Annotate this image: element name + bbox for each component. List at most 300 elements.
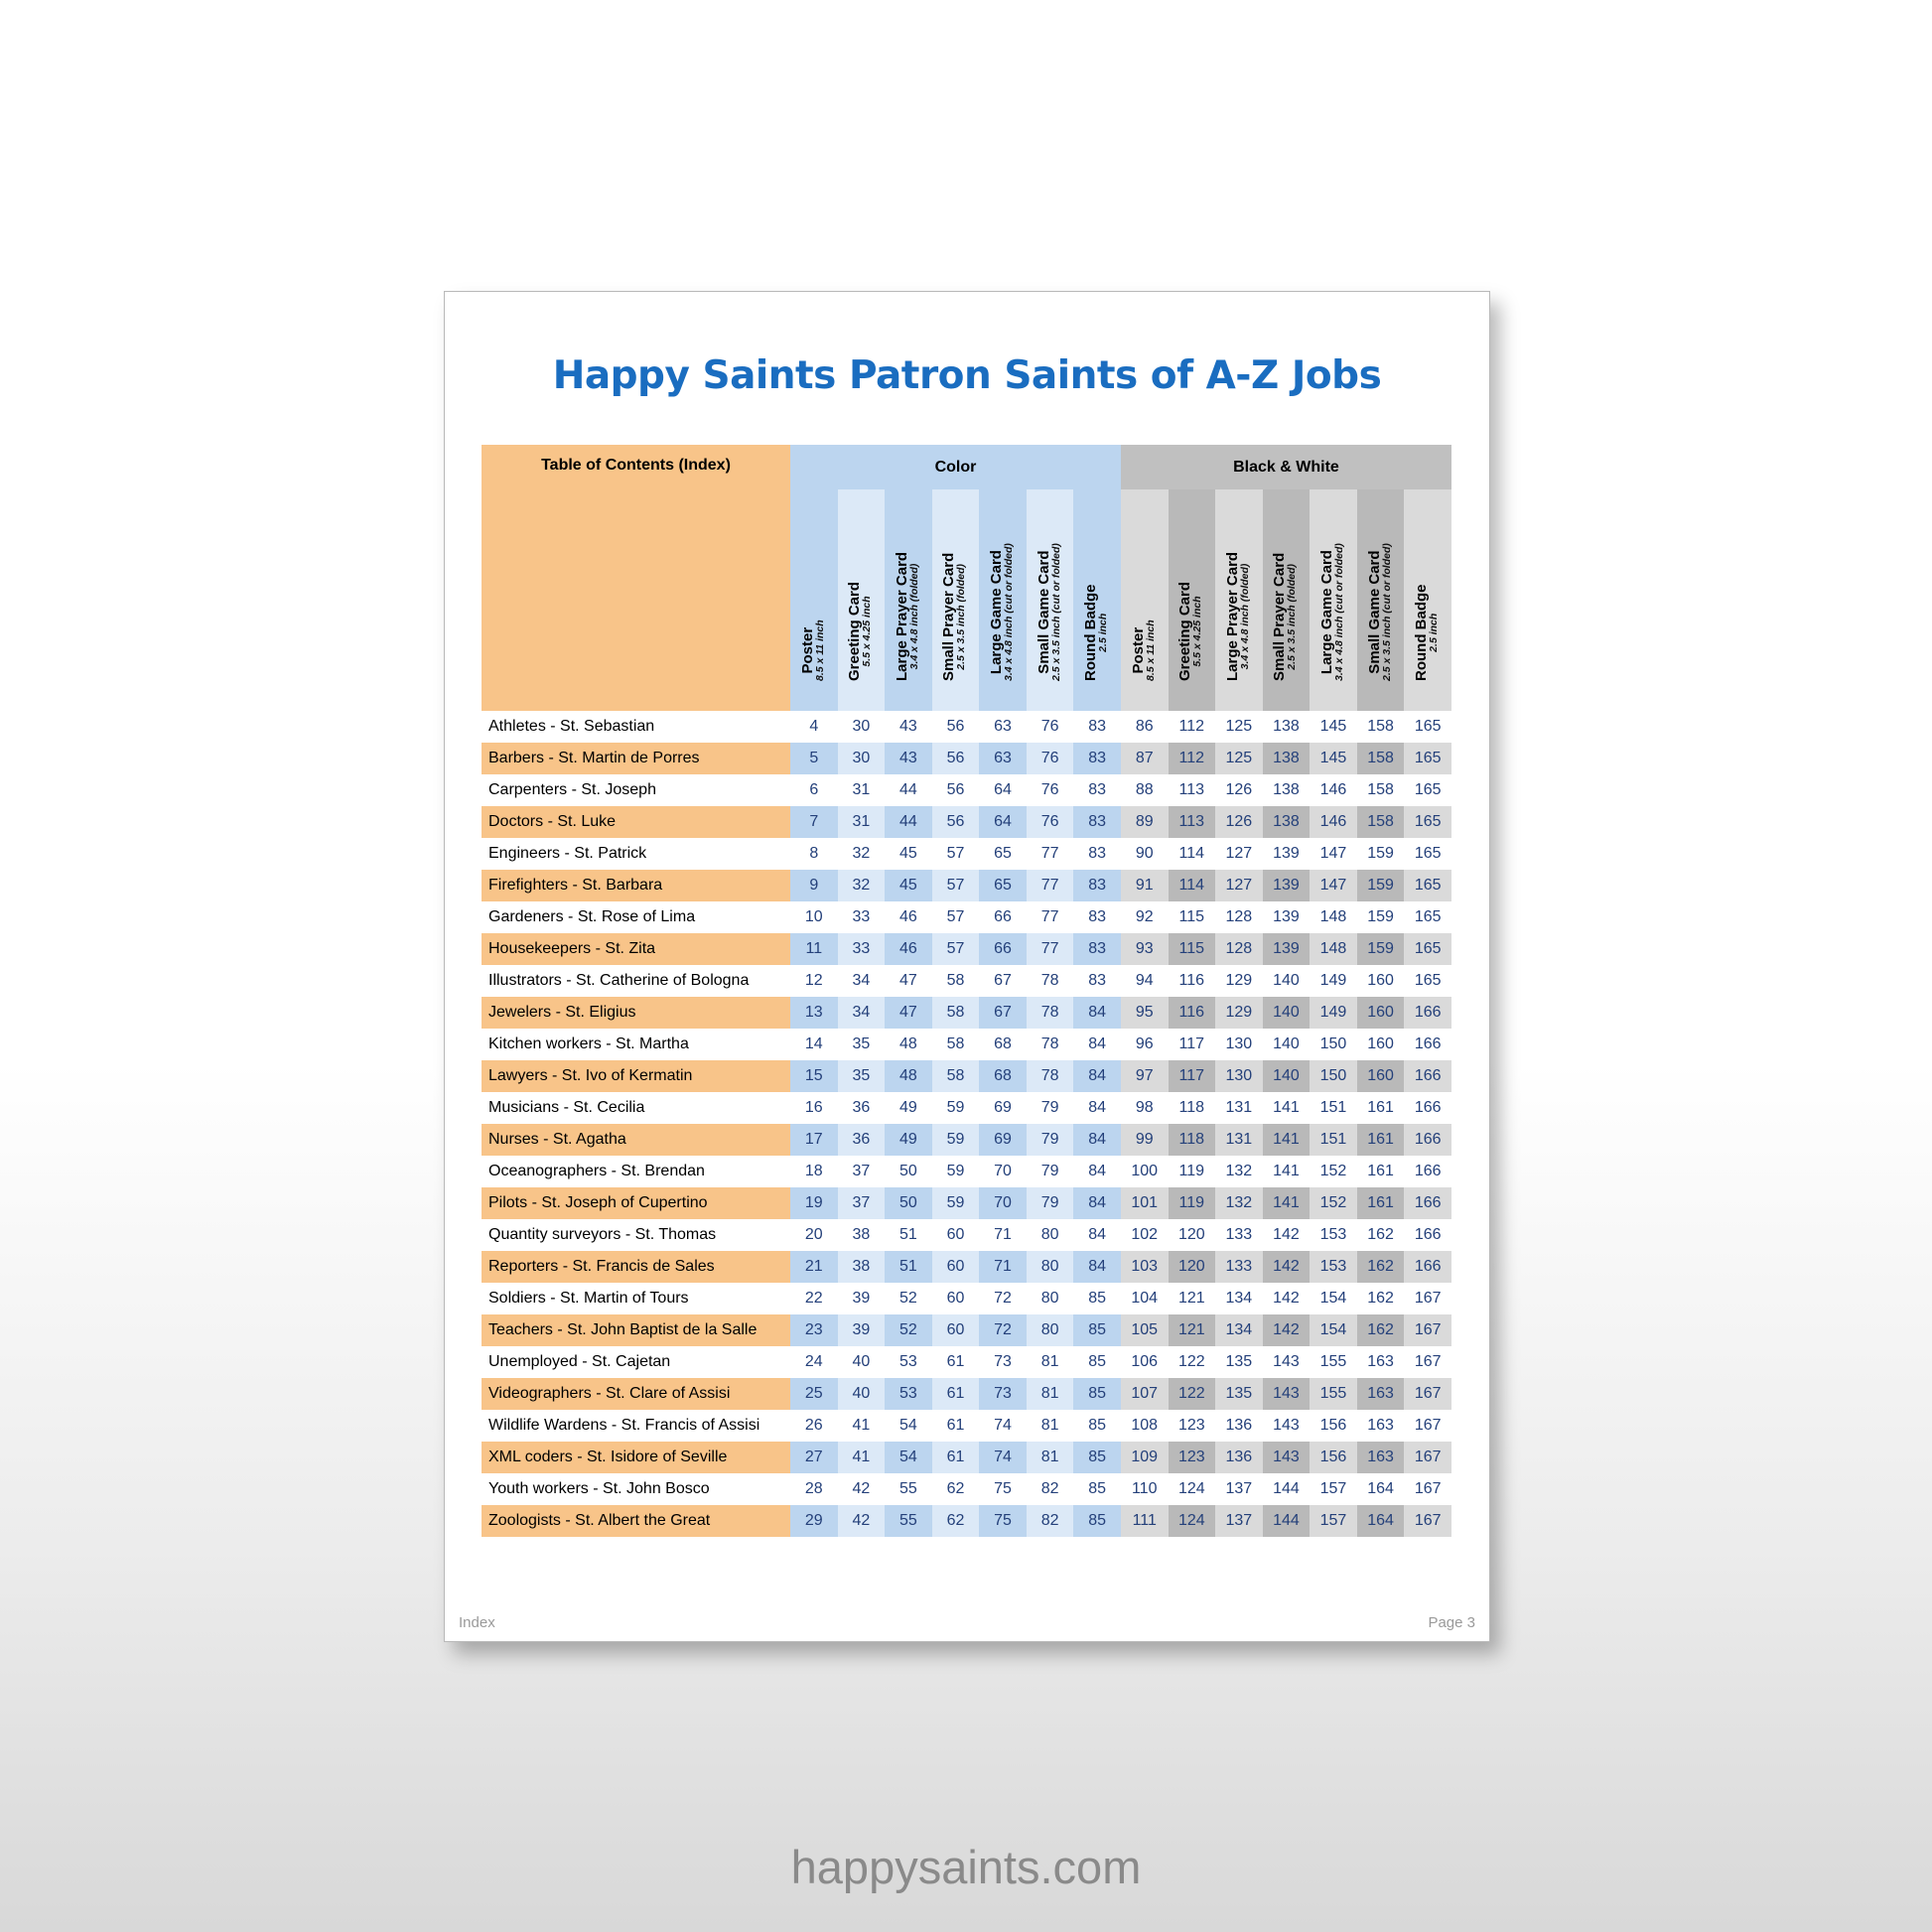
page-number-cell: 5: [790, 743, 838, 774]
page-number-cell: 115: [1169, 933, 1216, 965]
page-number-cell: 141: [1263, 1156, 1311, 1187]
page-number-cell: 41: [838, 1410, 886, 1442]
page-number-cell: 147: [1310, 838, 1357, 870]
page-number-cell: 43: [885, 711, 932, 743]
page-number-cell: 164: [1357, 1473, 1405, 1505]
page-number-cell: 4: [790, 711, 838, 743]
page-number-cell: 70: [979, 1156, 1027, 1187]
page-number-cell: 133: [1215, 1251, 1263, 1283]
page-number-cell: 165: [1404, 711, 1451, 743]
page-number-cell: 158: [1357, 711, 1405, 743]
page-number-cell: 78: [1027, 1060, 1074, 1092]
page-number-cell: 148: [1310, 933, 1357, 965]
page-number-cell: 75: [979, 1473, 1027, 1505]
page-number-cell: 139: [1263, 838, 1311, 870]
column-name: Greeting Card: [1176, 581, 1194, 681]
page-number-cell: 123: [1169, 1410, 1216, 1442]
job-saint-label: Engineers - St. Patrick: [482, 838, 790, 870]
column-name: Small Game Card: [1035, 550, 1052, 674]
page-number-cell: 145: [1310, 743, 1357, 774]
page-number-cell: 132: [1215, 1156, 1263, 1187]
page-number-cell: 116: [1169, 965, 1216, 997]
page-number-cell: 48: [885, 1029, 932, 1060]
column-header: [1169, 489, 1216, 711]
page-number-cell: 38: [838, 1219, 886, 1251]
page-number-cell: 46: [885, 901, 932, 933]
page-number-cell: 68: [979, 1060, 1027, 1092]
page-number-cell: 104: [1121, 1283, 1169, 1314]
page-number-cell: 59: [932, 1124, 980, 1156]
table-row: [482, 1314, 1451, 1346]
page-number-cell: 140: [1263, 1060, 1311, 1092]
column-size: 5.5 x 4.25 inch: [861, 596, 874, 667]
page-number-cell: 106: [1121, 1346, 1169, 1378]
column-header: [932, 489, 980, 711]
page-number-cell: 60: [932, 1314, 980, 1346]
page-number-cell: 124: [1169, 1505, 1216, 1537]
page-number-cell: 121: [1169, 1314, 1216, 1346]
page-number-cell: 167: [1404, 1473, 1451, 1505]
page-number-cell: 38: [838, 1251, 886, 1283]
page-number-cell: 70: [979, 1187, 1027, 1219]
page-number-cell: 81: [1027, 1346, 1074, 1378]
page-number-cell: 138: [1263, 774, 1311, 806]
column-size: 2.5 inch: [1428, 613, 1441, 652]
page-number-cell: 131: [1215, 1124, 1263, 1156]
column-header: [1215, 489, 1263, 711]
page-number-cell: 120: [1169, 1219, 1216, 1251]
page-number-cell: 85: [1073, 1410, 1121, 1442]
table-row: [482, 1442, 1451, 1473]
page-number-cell: 128: [1215, 901, 1263, 933]
table-row: [482, 1283, 1451, 1314]
page-number-cell: 40: [838, 1378, 886, 1410]
page-number-cell: 167: [1404, 1442, 1451, 1473]
table-row: [482, 1124, 1451, 1156]
page-number-cell: 154: [1310, 1314, 1357, 1346]
page-number-cell: 18: [790, 1156, 838, 1187]
page-number-cell: 82: [1027, 1505, 1074, 1537]
page-number-cell: 143: [1263, 1346, 1311, 1378]
page-number-cell: 11: [790, 933, 838, 965]
page-number-cell: 79: [1027, 1124, 1074, 1156]
page-number-cell: 50: [885, 1187, 932, 1219]
page-number-cell: 141: [1263, 1187, 1311, 1219]
page-title: Happy Saints Patron Saints of A-Z Jobs: [552, 353, 1382, 398]
page-number-cell: 63: [979, 711, 1027, 743]
page-number-cell: 147: [1310, 870, 1357, 901]
page-number-cell: 60: [932, 1219, 980, 1251]
page-number-cell: 93: [1121, 933, 1169, 965]
page-number-cell: 166: [1404, 1092, 1451, 1124]
page-number-cell: 159: [1357, 901, 1405, 933]
page-number-cell: 34: [838, 997, 886, 1029]
page-number-cell: 60: [932, 1251, 980, 1283]
page-number-cell: 83: [1073, 901, 1121, 933]
page-number-cell: 151: [1310, 1124, 1357, 1156]
page-number-cell: 119: [1169, 1156, 1216, 1187]
page-number-cell: 166: [1404, 1156, 1451, 1187]
page-number-cell: 157: [1310, 1505, 1357, 1537]
page-number-cell: 39: [838, 1283, 886, 1314]
page-number-cell: 120: [1169, 1251, 1216, 1283]
page-number-cell: 166: [1404, 1124, 1451, 1156]
page-number-cell: 141: [1263, 1092, 1311, 1124]
page-number-cell: 145: [1310, 711, 1357, 743]
table-row: [482, 1187, 1451, 1219]
page-number-cell: 83: [1073, 743, 1121, 774]
page-number-cell: 36: [838, 1092, 886, 1124]
column-name: Large Prayer Card: [893, 551, 910, 681]
page-number-cell: 84: [1073, 1124, 1121, 1156]
page-number-cell: 139: [1263, 933, 1311, 965]
page-number-cell: 74: [979, 1442, 1027, 1473]
page-number-cell: 55: [885, 1505, 932, 1537]
page-number-cell: 71: [979, 1251, 1027, 1283]
page-number-cell: 76: [1027, 711, 1074, 743]
column-size: 3.4 x 4.8 inch (folded): [1238, 563, 1251, 670]
page-number-cell: 156: [1310, 1410, 1357, 1442]
table-row: [482, 1410, 1451, 1442]
page-number-cell: 119: [1169, 1187, 1216, 1219]
page-number-cell: 85: [1073, 1346, 1121, 1378]
page-number-cell: 112: [1169, 711, 1216, 743]
page-number-cell: 158: [1357, 806, 1405, 838]
page-number-cell: 21: [790, 1251, 838, 1283]
page-number-cell: 78: [1027, 965, 1074, 997]
page-number-cell: 69: [979, 1092, 1027, 1124]
page-number-cell: 92: [1121, 901, 1169, 933]
page-number-cell: 118: [1169, 1092, 1216, 1124]
table-row: [482, 1473, 1451, 1505]
page-number-cell: 33: [838, 901, 886, 933]
page-number-cell: 85: [1073, 1442, 1121, 1473]
column-header: [1073, 489, 1121, 711]
column-name: Small Prayer Card: [940, 552, 958, 681]
page-number-cell: 128: [1215, 933, 1263, 965]
page-number-cell: 127: [1215, 870, 1263, 901]
page-number-cell: 167: [1404, 1410, 1451, 1442]
job-saint-label: XML coders - St. Isidore of Seville: [482, 1442, 790, 1473]
page-number-cell: 149: [1310, 965, 1357, 997]
job-saint-label: Teachers - St. John Baptist de la Salle: [482, 1314, 790, 1346]
page-number-cell: 8: [790, 838, 838, 870]
column-size: 2.5 x 3.5 inch (cut or folded): [1049, 543, 1062, 681]
page-number-cell: 48: [885, 1060, 932, 1092]
column-name: Small Game Card: [1365, 550, 1383, 674]
page-number-cell: 109: [1121, 1442, 1169, 1473]
page-number-cell: 78: [1027, 1029, 1074, 1060]
page-number-cell: 10: [790, 901, 838, 933]
column-size: 8.5 x 11 inch: [813, 620, 826, 681]
table-row: [482, 870, 1451, 901]
page-number-cell: 161: [1357, 1187, 1405, 1219]
page-number-cell: 167: [1404, 1378, 1451, 1410]
page-number-cell: 134: [1215, 1314, 1263, 1346]
page-number-cell: 44: [885, 774, 932, 806]
page-number-cell: 140: [1263, 997, 1311, 1029]
page-number-cell: 83: [1073, 806, 1121, 838]
page-number-cell: 66: [979, 933, 1027, 965]
page-number-cell: 135: [1215, 1346, 1263, 1378]
page-number-cell: 40: [838, 1346, 886, 1378]
page-number-cell: 165: [1404, 806, 1451, 838]
page-number-cell: 47: [885, 965, 932, 997]
page-number-cell: 154: [1310, 1283, 1357, 1314]
page-number-cell: 142: [1263, 1283, 1311, 1314]
page-number-cell: 113: [1169, 806, 1216, 838]
table-row: [482, 806, 1451, 838]
page-number-cell: 143: [1263, 1410, 1311, 1442]
page-number-cell: 141: [1263, 1124, 1311, 1156]
table-row: [482, 965, 1451, 997]
website-watermark: happysaints.com: [790, 1841, 1142, 1893]
page-number-cell: 77: [1027, 838, 1074, 870]
page-number-cell: 165: [1404, 965, 1451, 997]
page-number-cell: 118: [1169, 1124, 1216, 1156]
page-number-cell: 163: [1357, 1442, 1405, 1473]
page-number-cell: 139: [1263, 901, 1311, 933]
page-number-cell: 143: [1263, 1442, 1311, 1473]
page-number-cell: 32: [838, 870, 886, 901]
page-number-cell: 150: [1310, 1029, 1357, 1060]
page-number-cell: 86: [1121, 711, 1169, 743]
page-number-cell: 30: [838, 711, 886, 743]
column-header: [1404, 489, 1451, 711]
page-number-cell: 166: [1404, 1029, 1451, 1060]
page-number-cell: 164: [1357, 1505, 1405, 1537]
job-saint-label: Oceanographers - St. Brendan: [482, 1156, 790, 1187]
job-saint-label: Carpenters - St. Joseph: [482, 774, 790, 806]
table-row: [482, 838, 1451, 870]
page-number-cell: 79: [1027, 1187, 1074, 1219]
page-number-cell: 66: [979, 901, 1027, 933]
page-number-cell: 22: [790, 1283, 838, 1314]
page-number-cell: 23: [790, 1314, 838, 1346]
page-number-cell: 138: [1263, 806, 1311, 838]
page-number-cell: 161: [1357, 1124, 1405, 1156]
table-row: [482, 743, 1451, 774]
page-number-cell: 159: [1357, 838, 1405, 870]
page-number-cell: 132: [1215, 1187, 1263, 1219]
column-size: 8.5 x 11 inch: [1144, 620, 1157, 681]
page-number-cell: 165: [1404, 838, 1451, 870]
page-number-cell: 146: [1310, 774, 1357, 806]
page-number-cell: 62: [932, 1505, 980, 1537]
page-number-cell: 162: [1357, 1251, 1405, 1283]
page-number-cell: 84: [1073, 1251, 1121, 1283]
page-number-cell: 155: [1310, 1378, 1357, 1410]
page-number-cell: 137: [1215, 1505, 1263, 1537]
index-page: [444, 291, 1490, 1642]
table-row: [482, 1505, 1451, 1537]
page-number-cell: 124: [1169, 1473, 1216, 1505]
table-row: [482, 997, 1451, 1029]
page-number-cell: 58: [932, 1060, 980, 1092]
page-number-cell: 125: [1215, 711, 1263, 743]
page-number-cell: 111: [1121, 1505, 1169, 1537]
page-number-cell: 59: [932, 1187, 980, 1219]
page-number-cell: 76: [1027, 806, 1074, 838]
page-number-cell: 94: [1121, 965, 1169, 997]
page-number-cell: 81: [1027, 1442, 1074, 1473]
job-saint-label: Pilots - St. Joseph of Cupertino: [482, 1187, 790, 1219]
page-number-cell: 61: [932, 1410, 980, 1442]
column-name: Large Game Card: [988, 550, 1006, 675]
page-number-cell: 114: [1169, 870, 1216, 901]
page-number-cell: 107: [1121, 1378, 1169, 1410]
column-header: [838, 489, 886, 711]
page-number-cell: 114: [1169, 838, 1216, 870]
page-number-cell: 80: [1027, 1219, 1074, 1251]
page-number-cell: 156: [1310, 1442, 1357, 1473]
page-number-cell: 166: [1404, 1060, 1451, 1092]
page-number-cell: 83: [1073, 838, 1121, 870]
color-group-header: Color: [790, 445, 1121, 489]
page-number-cell: 77: [1027, 870, 1074, 901]
page-number-cell: 37: [838, 1156, 886, 1187]
page-number-cell: 101: [1121, 1187, 1169, 1219]
page-number-cell: 89: [1121, 806, 1169, 838]
job-saint-label: Illustrators - St. Catherine of Bologna: [482, 965, 790, 997]
page-number-cell: 58: [932, 1029, 980, 1060]
page-number-cell: 77: [1027, 901, 1074, 933]
page-number-cell: 34: [838, 965, 886, 997]
page-number-cell: 13: [790, 997, 838, 1029]
page-number-cell: 162: [1357, 1314, 1405, 1346]
page-number-cell: 20: [790, 1219, 838, 1251]
column-name: Round Badge: [1413, 584, 1431, 681]
page-number-cell: 36: [838, 1124, 886, 1156]
footer-section-label: Index: [459, 1614, 495, 1631]
table-row: [482, 1219, 1451, 1251]
page-number-cell: 166: [1404, 1187, 1451, 1219]
table-row: [482, 1378, 1451, 1410]
column-size: 2.5 inch: [1097, 613, 1110, 652]
page-number-cell: 122: [1169, 1378, 1216, 1410]
page-number-cell: 98: [1121, 1092, 1169, 1124]
page-number-cell: 84: [1073, 1219, 1121, 1251]
page-number-cell: 52: [885, 1314, 932, 1346]
index-table: [482, 445, 1451, 1537]
job-saint-label: Soldiers - St. Martin of Tours: [482, 1283, 790, 1314]
page-number-cell: 123: [1169, 1442, 1216, 1473]
column-size: 5.5 x 4.25 inch: [1191, 596, 1204, 667]
page-number-cell: 135: [1215, 1378, 1263, 1410]
page-number-cell: 79: [1027, 1156, 1074, 1187]
page-number-cell: 167: [1404, 1283, 1451, 1314]
page-number-cell: 83: [1073, 965, 1121, 997]
page-number-cell: 69: [979, 1124, 1027, 1156]
page-number-cell: 143: [1263, 1378, 1311, 1410]
page-number-cell: 99: [1121, 1124, 1169, 1156]
page-number-cell: 97: [1121, 1060, 1169, 1092]
page-number-cell: 51: [885, 1251, 932, 1283]
page-number-cell: 12: [790, 965, 838, 997]
page-number-cell: 129: [1215, 997, 1263, 1029]
page-number-cell: 163: [1357, 1346, 1405, 1378]
page-number-cell: 9: [790, 870, 838, 901]
page-number-cell: 162: [1357, 1219, 1405, 1251]
page-number-cell: 44: [885, 806, 932, 838]
column-name: Poster: [1129, 626, 1147, 674]
page-number-cell: 151: [1310, 1092, 1357, 1124]
page-number-cell: 49: [885, 1092, 932, 1124]
page-number-cell: 116: [1169, 997, 1216, 1029]
page-number-cell: 75: [979, 1505, 1027, 1537]
page-number-cell: 16: [790, 1092, 838, 1124]
page-number-cell: 85: [1073, 1378, 1121, 1410]
column-name: Large Game Card: [1317, 550, 1335, 675]
table-row: [482, 901, 1451, 933]
table-row: [482, 1156, 1451, 1187]
page-number-cell: 58: [932, 965, 980, 997]
page-number-cell: 167: [1404, 1314, 1451, 1346]
page-number-cell: 150: [1310, 1060, 1357, 1092]
page-number-cell: 157: [1310, 1473, 1357, 1505]
page-number-cell: 61: [932, 1442, 980, 1473]
page-number-cell: 133: [1215, 1219, 1263, 1251]
page-number-cell: 14: [790, 1029, 838, 1060]
page-number-cell: 58: [932, 997, 980, 1029]
page-number-cell: 41: [838, 1442, 886, 1473]
column-size: 3.4 x 4.8 inch (cut or folded): [1003, 543, 1016, 681]
page-number-cell: 144: [1263, 1473, 1311, 1505]
page-number-cell: 165: [1404, 774, 1451, 806]
column-header: [885, 489, 932, 711]
page-number-cell: 117: [1169, 1060, 1216, 1092]
page-number-cell: 112: [1169, 743, 1216, 774]
bw-group-header: Black & White: [1121, 445, 1451, 489]
page-number-cell: 29: [790, 1505, 838, 1537]
page-number-cell: 105: [1121, 1314, 1169, 1346]
page-number-cell: 79: [1027, 1092, 1074, 1124]
page-number-cell: 57: [932, 870, 980, 901]
table-row: [482, 1092, 1451, 1124]
page-number-cell: 56: [932, 774, 980, 806]
column-name: Greeting Card: [846, 581, 864, 681]
page-number-cell: 62: [932, 1473, 980, 1505]
page-number-cell: 113: [1169, 774, 1216, 806]
footer-page-number: Page 3: [1428, 1614, 1475, 1631]
page-number-cell: 32: [838, 838, 886, 870]
page-number-cell: 95: [1121, 997, 1169, 1029]
column-name: Large Prayer Card: [1223, 551, 1241, 681]
page-number-cell: 115: [1169, 901, 1216, 933]
page-number-cell: 122: [1169, 1346, 1216, 1378]
page-number-cell: 17: [790, 1124, 838, 1156]
column-name: Poster: [798, 626, 816, 674]
page-number-cell: 152: [1310, 1187, 1357, 1219]
page-number-cell: 155: [1310, 1346, 1357, 1378]
page-number-cell: 121: [1169, 1283, 1216, 1314]
page-number-cell: 161: [1357, 1156, 1405, 1187]
page-number-cell: 15: [790, 1060, 838, 1092]
page-number-cell: 83: [1073, 711, 1121, 743]
page-number-cell: 74: [979, 1410, 1027, 1442]
page-number-cell: 33: [838, 933, 886, 965]
page-number-cell: 53: [885, 1346, 932, 1378]
page-number-cell: 162: [1357, 1283, 1405, 1314]
page-number-cell: 67: [979, 965, 1027, 997]
page-number-cell: 126: [1215, 774, 1263, 806]
page-number-cell: 84: [1073, 1187, 1121, 1219]
job-saint-label: Wildlife Wardens - St. Francis of Assisi: [482, 1410, 790, 1442]
page-number-cell: 158: [1357, 743, 1405, 774]
page-number-cell: 103: [1121, 1251, 1169, 1283]
page-number-cell: 165: [1404, 933, 1451, 965]
page-number-cell: 78: [1027, 997, 1074, 1029]
